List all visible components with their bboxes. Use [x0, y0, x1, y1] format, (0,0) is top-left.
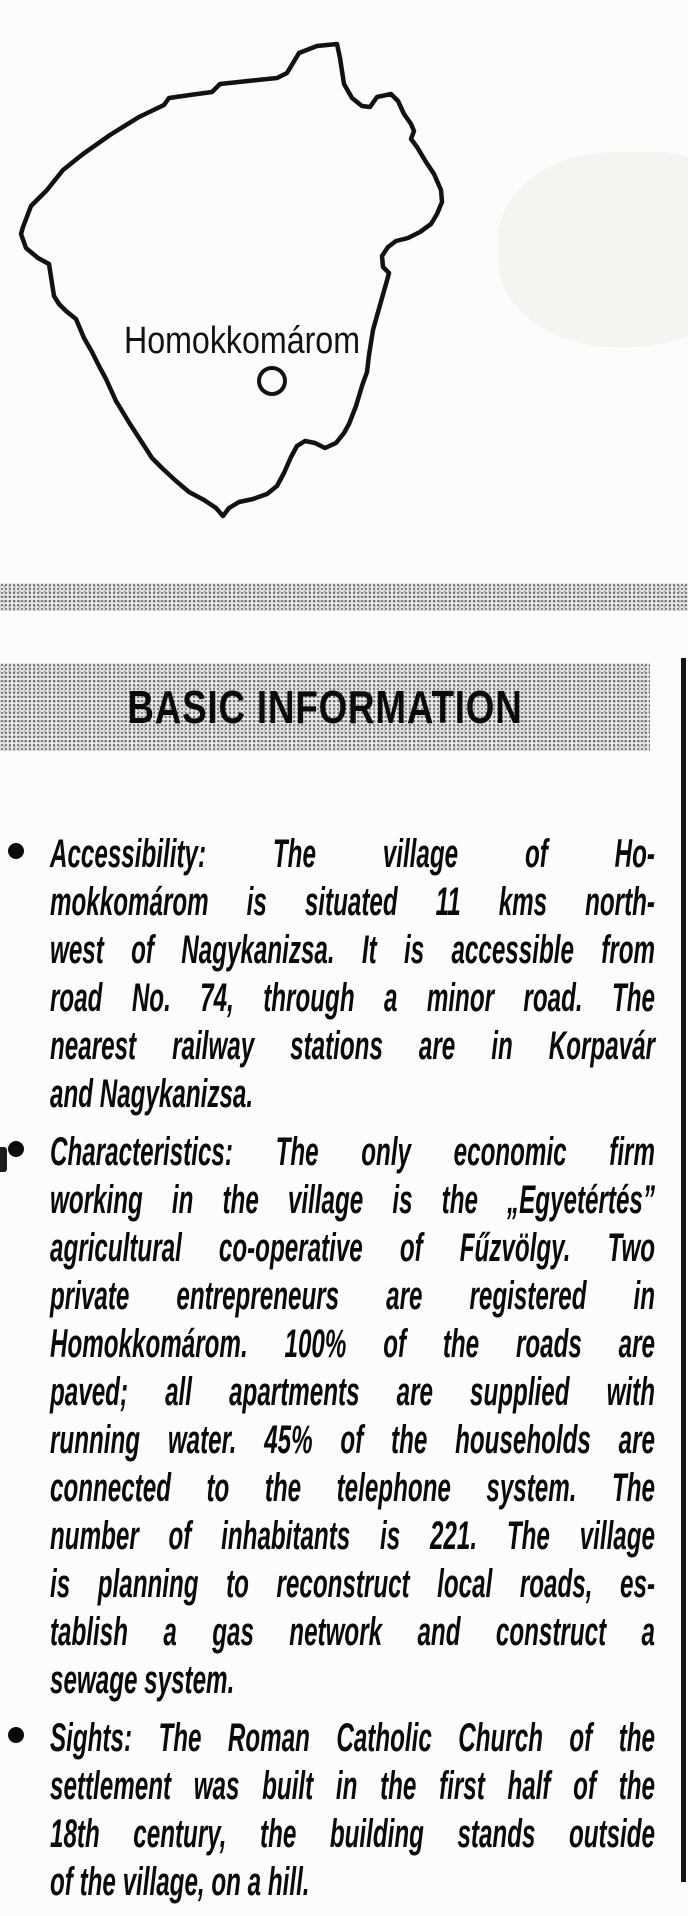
text-line: Homokkomárom. 100% of the roads are — [50, 1322, 655, 1366]
list-item — [50, 830, 656, 1118]
text-line: sewage system. — [50, 1658, 235, 1702]
column-rule — [681, 658, 686, 1882]
text-line: and Nagykanizsa. — [50, 1072, 254, 1116]
bullet-list — [50, 830, 656, 1916]
scan-edge-artifact — [0, 1147, 7, 1172]
text-line: mokkomárom is situated 11 kms north- — [50, 880, 655, 924]
text-line: number of inhabitants is 221. The village — [50, 1514, 655, 1558]
text-line: is planning to reconstruct local roads, es- — [50, 1562, 655, 1606]
paragraph — [50, 1128, 655, 1704]
text-line: private entrepreneurs are registered in — [50, 1274, 655, 1318]
map-outline — [21, 44, 442, 516]
text-line: Sights: The Roman Catholic Church of the — [50, 1716, 655, 1760]
text-line: nearest railway stations are in Korpavár — [50, 1024, 655, 1068]
text-line: Accessibility: The village of Ho- — [50, 832, 655, 876]
paragraph — [50, 1714, 655, 1906]
bullet-icon — [8, 843, 24, 859]
text-line: running water. 45% of the households are — [50, 1418, 655, 1462]
text-line: settlement was built in the first half of the — [50, 1764, 655, 1808]
text-line: of the village, on a hill. — [50, 1860, 310, 1904]
text-line: agricultural co-operative of Fűzvölgy. Two — [50, 1226, 655, 1270]
divider-band — [0, 583, 688, 611]
village-map — [0, 0, 688, 560]
map-label: Homokkomárom — [124, 320, 360, 362]
text-line: road No. 74, through a minor road. The — [50, 976, 655, 1020]
text-line: paved; all apartments are supplied with — [50, 1370, 655, 1414]
text-line: working in the village is the „Egyetértés” — [50, 1178, 655, 1222]
text-line: west of Nagykanizsa. It is accessible from — [50, 928, 655, 972]
bullet-icon — [8, 1727, 24, 1743]
paragraph — [50, 830, 655, 1118]
text-line: Characteristics: The only economic firm — [50, 1130, 655, 1174]
text-line: 18th century, the building stands outside — [50, 1812, 655, 1856]
text-line: connected to the telephone system. The — [50, 1466, 655, 1510]
list-item — [50, 1714, 656, 1906]
section-header — [0, 663, 650, 751]
map-marker-icon — [259, 368, 285, 394]
list-item — [50, 1128, 656, 1704]
bullet-icon — [8, 1141, 24, 1157]
text-line: tablish a gas network and construct a — [50, 1610, 655, 1654]
section-title: BASIC INFORMATION — [127, 681, 523, 733]
